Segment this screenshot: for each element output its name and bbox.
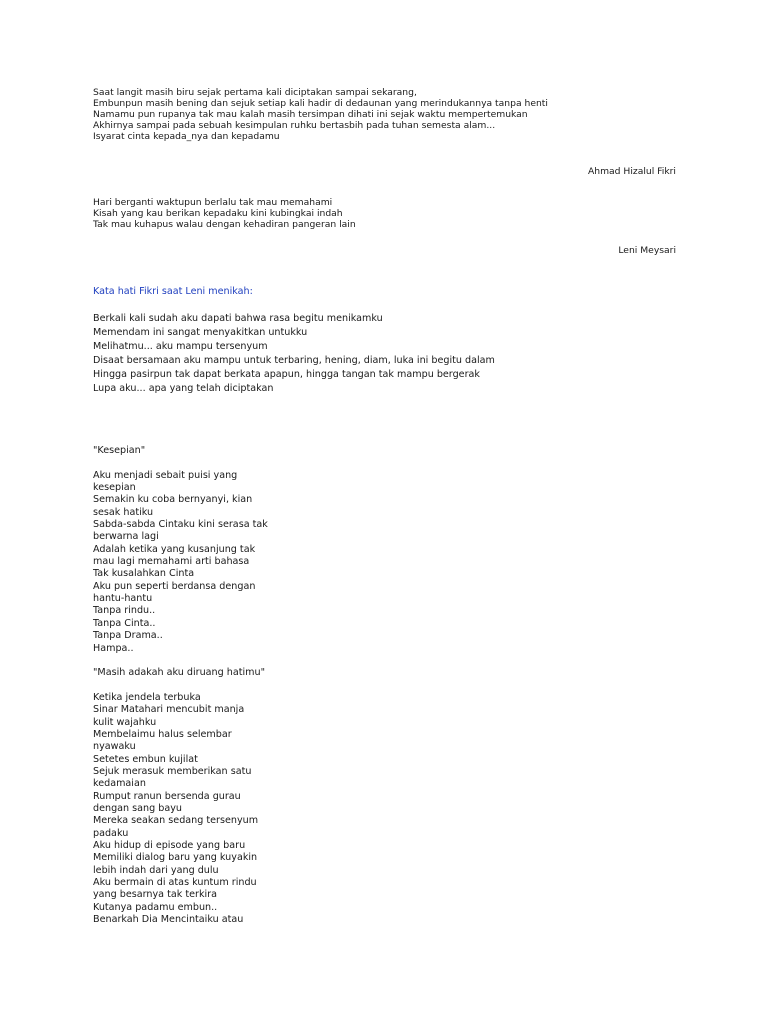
poem1-line: Tanpa rindu.. [93, 605, 156, 617]
poem-title-masih-adakah: "Masih adakah aku diruang hatimu" [93, 667, 265, 679]
poem1-line: berwarna lagi [93, 531, 159, 543]
section1-line: Embunpun masih bening dan sejuk setiap kali hadir di dedaunan yang merindukannya tanpa henti [93, 98, 548, 109]
poem2-line: nyawaku [93, 741, 136, 753]
section1-line: Saat langit masih biru sejak pertama kali diciptakan sampai sekarang, [93, 87, 417, 98]
section2-line: Hari berganti waktupun berlalu tak mau memahami [93, 197, 333, 208]
poem1-line: kesepian [93, 482, 136, 494]
section3-line: Melihatmu... aku mampu tersenyum [93, 341, 268, 352]
section1-line: Akhirnya sampai pada sebuah kesimpulan ruhku bertasbih pada tuhan semesta alam... [93, 120, 496, 131]
section3-line: Hingga pasirpun tak dapat berkata apapun, hingga tangan tak mampu bergerak [93, 369, 480, 380]
section3-line: Lupa aku... apa yang telah diciptakan [93, 383, 274, 394]
poem2-line: Ketika jendela terbuka [93, 691, 201, 703]
stanza-gap [93, 457, 268, 469]
poem2-line: Setetes embun kujilat [93, 753, 198, 765]
poem1-line: Adalah ketika yang kusanjung tak [93, 543, 256, 555]
poem1-line: Tak kusalahkan Cinta [93, 568, 195, 580]
poem2-line: Rumput ranun bersenda gurau [93, 790, 241, 802]
poem2-line: Sinar Matahari mencubit manja [93, 704, 245, 716]
poem2-line: Kutanya padamu embun.. [93, 901, 218, 913]
poem2-line: kedamaian [93, 778, 146, 790]
poem1-line: Hampa.. [93, 642, 134, 654]
poem1-line: Aku pun seperti berdansa dengan [93, 580, 256, 592]
poem1-line: sesak hatiku [93, 506, 154, 518]
section2-line: Kisah yang kau berikan kepadaku kini kubingkai indah [93, 208, 343, 219]
section3-line: Disaat bersamaan aku mampu untuk terbaring, hening, diam, luka ini begitu dalam [93, 355, 495, 366]
poem1-line: Semakin ku coba bernyanyi, kian [93, 494, 253, 506]
poem2-line: Membelaimu halus selembar [93, 728, 232, 740]
poem1-line: Aku menjadi sebait puisi yang [93, 469, 238, 481]
poem2-line: dengan sang bayu [93, 802, 182, 814]
poem2-line: Memiliki dialog baru yang kuyakin [93, 852, 258, 864]
poem2-line: padaku [93, 827, 129, 839]
poem2-line: Mereka seakan sedang tersenyum [93, 815, 259, 827]
section1-line: Namamu pun rupanya tak mau kalah masih tersimpan dihati ini sejak waktu mempertemukan [93, 109, 528, 120]
poem2-line: lebih indah dari yang dulu [93, 864, 219, 876]
poem1-line: Sabda-sabda Cintaku kini serasa tak [93, 519, 268, 531]
section1-text [93, 87, 548, 142]
signature-leni: Leni Meysari [618, 245, 676, 256]
poems-column [93, 445, 268, 926]
poem2-line: Aku bermain di atas kuntum rindu [93, 877, 257, 889]
section3-heading: Kata hati Fikri saat Leni menikah: [93, 286, 253, 297]
poem2-line: Sejuk merasuk memberikan satu [93, 765, 252, 777]
poem-title-kesepian: "Kesepian" [93, 445, 146, 456]
poem2-line: yang besarnya tak terkira [93, 889, 218, 901]
section3-line: Memendam ini sangat menyakitkan untukku [93, 327, 308, 338]
section2-text [93, 197, 356, 230]
poem1-line: mau lagi memahami arti bahasa [93, 556, 250, 568]
section3-line: Berkali kali sudah aku dapati bahwa rasa begitu menikamku [93, 313, 383, 324]
signature-fikri: Ahmad Hizalul Fikri [587, 166, 676, 177]
stanza-gap [93, 655, 268, 667]
section2-line: Tak mau kuhapus walau dengan kehadiran pangeran lain [93, 219, 356, 230]
poem2-line: Aku hidup di episode yang baru [93, 840, 246, 851]
stanza-gap [93, 680, 268, 692]
poem1-line: Tanpa Drama.. [93, 630, 163, 642]
poem1-line: Tanpa Cinta.. [93, 617, 156, 629]
poem2-line: kulit wajahku [93, 716, 157, 728]
section3-text [93, 312, 495, 396]
poem2-line: Benarkah Dia Mencintaiku atau [93, 914, 244, 926]
poem1-line: hantu-hantu [93, 593, 153, 605]
section1-line: Isyarat cinta kepada_nya dan kepadamu [93, 131, 280, 142]
